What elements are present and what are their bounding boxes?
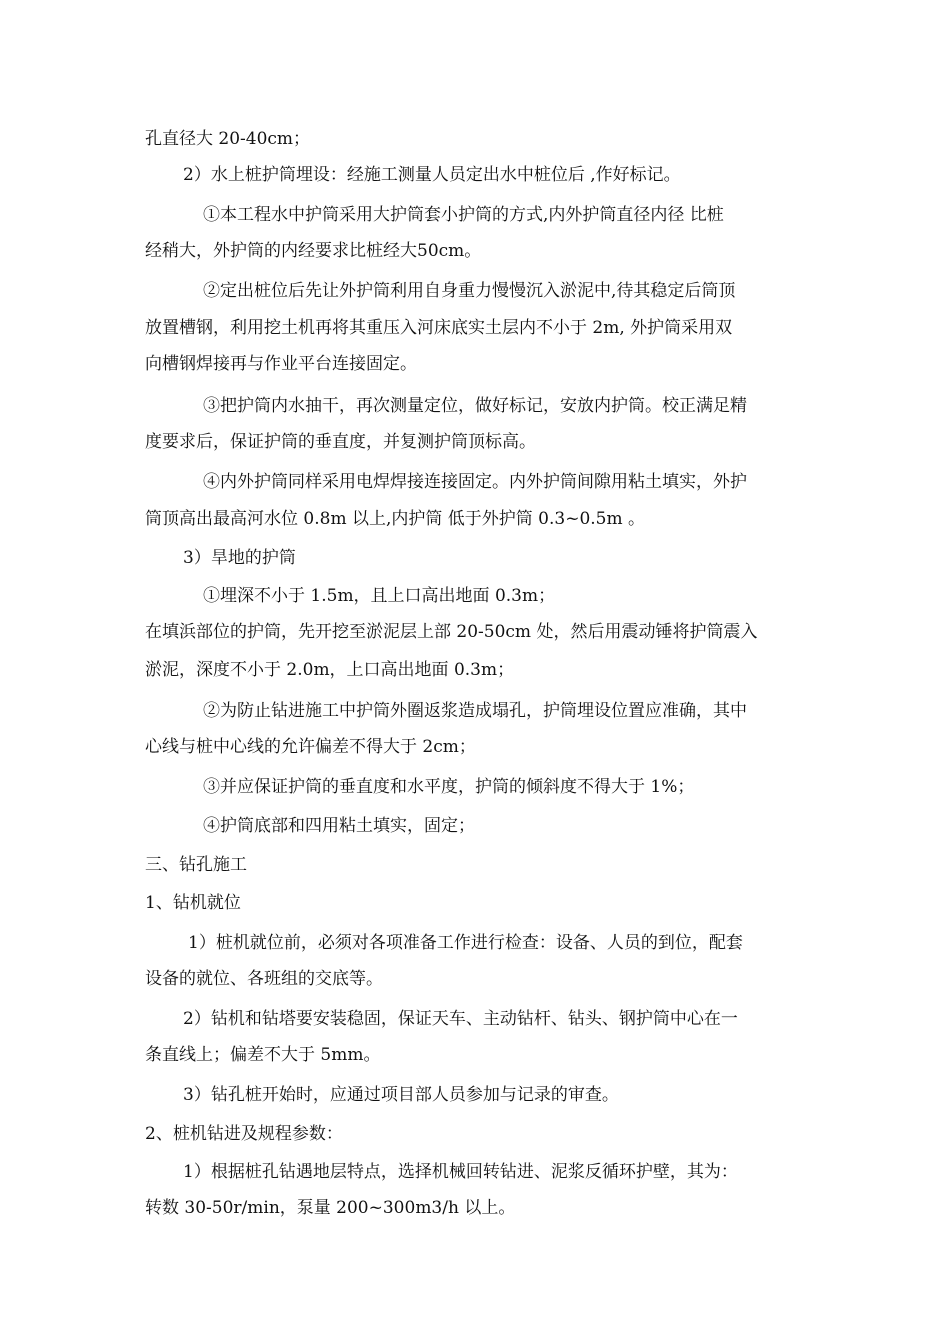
text-line: 筒顶高出最高河水位 0.8m 以上,内护筒 低于外护筒 0.3~0.5m 。: [145, 509, 646, 529]
text-line: ③把护筒内水抽干，再次测量定位，做好标记，安放内护筒。校正满足精: [203, 396, 747, 416]
text-line: ④护筒底部和四用粘土填实，固定；: [203, 816, 475, 836]
text-line: ③并应保证护筒的垂直度和水平度，护筒的倾斜度不得大于 1%；: [203, 777, 695, 797]
text-line: ④内外护筒同样采用电焊焊接连接固定。内外护筒间隙用粘土填实，外护: [203, 472, 747, 492]
text-line: 转数 30-50r/min，泵量 200~300m3/h 以上。: [145, 1198, 516, 1218]
text-line: 放置槽钢，利用挖土机再将其重压入河床底实土层内不小于 2m, 外护筒采用双: [145, 318, 733, 338]
text-line: 3）旱地的护筒: [183, 548, 296, 568]
text-line: ①埋深不小于 1.5m，且上口高出地面 0.3m；: [203, 586, 556, 606]
text-line: 淤泥，深度不小于 2.0m，上口高出地面 0.3m；: [145, 660, 515, 680]
text-line: 孔直径大 20-40cm；: [145, 129, 311, 149]
text-line: 度要求后，保证护筒的垂直度，并复测护筒顶标高。: [145, 432, 536, 452]
section-heading: 三、钻孔施工: [145, 855, 247, 875]
text-line: 1）根据桩孔钻遇地层特点，选择机械回转钻进、泥浆反循环护壁，其为：: [183, 1162, 738, 1182]
text-line: 心线与桩中心线的允许偏差不得大于 2cm；: [145, 737, 476, 757]
text-line: 向槽钢焊接再与作业平台连接固定。: [145, 354, 417, 374]
text-line: 在填浜部位的护筒，先开挖至淤泥层上部 20-50cm 处，然后用震动锤将护筒震入: [145, 622, 758, 642]
text-line: 经稍大，外护筒的内经要求比桩经大50cm。: [145, 241, 482, 261]
text-line: 设备的就位、各班组的交底等。: [145, 969, 383, 989]
text-line: ②定出桩位后先让外护筒利用自身重力慢慢沉入淤泥中,待其稳定后筒顶: [203, 281, 736, 301]
text-line: ②为防止钻进施工中护筒外圈返浆造成塌孔，护筒埋设位置应准确，其中: [203, 701, 747, 721]
text-line: 3）钻孔桩开始时，应通过项目部人员参加与记录的审查。: [183, 1085, 619, 1105]
text-line: 条直线上；偏差不大于 5mm。: [145, 1045, 381, 1065]
subsection-heading: 2、桩机钻进及规程参数：: [145, 1124, 343, 1144]
text-line: 2）水上桩护筒埋设：经施工测量人员定出水中桩位后 ,作好标记。: [183, 165, 681, 185]
subsection-heading: 1、钻机就位: [145, 893, 241, 913]
text-line: ①本工程水中护筒采用大护筒套小护筒的方式,内外护筒直径内径 比桩: [203, 205, 724, 225]
text-line: 1）桩机就位前，必须对各项准备工作进行检查：设备、人员的到位，配套: [188, 933, 743, 953]
text-line: 2）钻机和钻塔要安装稳固，保证天车、主动钻杆、钻头、钢护筒中心在一: [183, 1009, 738, 1029]
